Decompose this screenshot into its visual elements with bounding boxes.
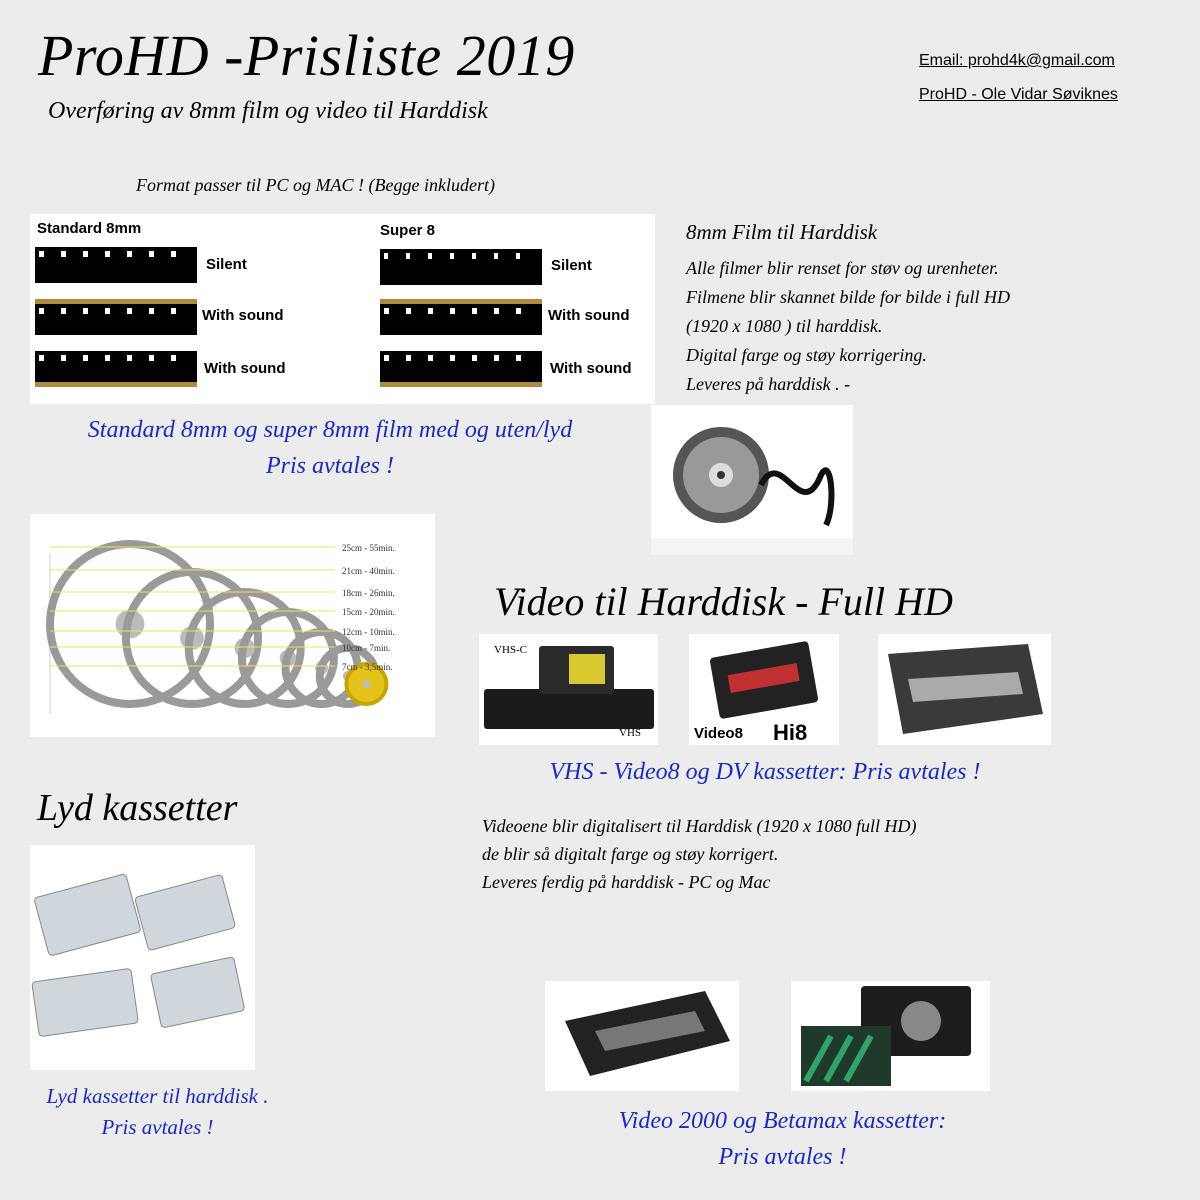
video8-cassette-photo <box>689 634 839 745</box>
vhs-cassette-photo <box>479 634 658 745</box>
video8-cassette-icon <box>689 634 839 745</box>
video2000-cassette-icon <box>545 981 739 1091</box>
row-label-silent: Silent <box>551 257 592 274</box>
film-format-panel <box>30 214 655 404</box>
reel-size-label: 15cm - 20min. <box>342 607 395 617</box>
film-strip-super-sound-1 <box>380 299 542 335</box>
video-section-description <box>482 812 916 896</box>
row-label-sound: With sound <box>548 307 630 324</box>
audio-cassette-photo <box>30 845 255 1070</box>
film-section-description <box>686 254 1010 399</box>
audio-price-note <box>30 1081 285 1143</box>
betamax-cassette-photo <box>791 981 990 1091</box>
reel-size-label: 18cm - 26min. <box>342 588 395 598</box>
film-section-heading: 8mm Film til Harddisk <box>686 220 878 244</box>
video-price-note: VHS - Video8 og DV kassetter: Pris avtales ! <box>549 759 981 785</box>
dv-cassette-icon <box>878 634 1051 745</box>
video2000-cassette-photo <box>545 981 739 1091</box>
email-link[interactable]: Email: prohd4k@gmail.com <box>919 52 1115 69</box>
reel-size-label: 25cm - 55min. <box>342 543 395 553</box>
film-price-note <box>30 412 630 484</box>
row-label-sound: With sound <box>550 360 632 377</box>
audio-price-line: Lyd kassetter til harddisk . <box>46 1084 269 1108</box>
video-line: Videoene blir digitalisert til Harddisk (1920 x 1080 full HD) <box>482 816 917 836</box>
row-label-sound: With sound <box>202 307 284 324</box>
video-section-heading: Video til Harddisk - Full HD <box>494 579 953 624</box>
row-label-silent: Silent <box>206 256 247 273</box>
video2000-price-note <box>540 1103 1025 1175</box>
film-line: Digital farge og støy korrigering. <box>686 345 927 365</box>
vhs-cassette-icon <box>479 634 658 745</box>
film-strip-standard-sound-2 <box>35 351 197 387</box>
vhs-c-label: VHS-C <box>494 644 528 656</box>
film-strip-standard-silent <box>35 247 197 283</box>
film-reel-icon <box>651 405 853 555</box>
film-strip-super-sound-2 <box>380 351 542 387</box>
betamax-cassette-icon <box>791 981 990 1091</box>
reel-size-chart <box>30 514 435 737</box>
film-reel-photo <box>651 405 853 555</box>
video8-label: Video8 <box>694 725 743 742</box>
page-subtitle: Overføring av 8mm film og video til Harddisk <box>48 98 488 124</box>
reel-hub <box>362 680 370 688</box>
film-strip-standard-sound-1 <box>35 299 197 335</box>
page-title: ProHD -Prisliste 2019 <box>38 23 575 88</box>
row-label-sound: With sound <box>204 360 286 377</box>
reel-size-diagram <box>30 514 435 737</box>
video2000-price-line: Video 2000 og Betamax kassetter: <box>618 1108 947 1134</box>
vhs-label: VHS <box>619 727 642 739</box>
audio-cassette-icon <box>30 845 255 1070</box>
film-line: Filmene blir skannet bilde for bilde i full HD <box>686 287 1010 307</box>
film-price-line: Standard 8mm og super 8mm film med og uten/lyd <box>87 417 573 443</box>
audio-section-heading: Lyd kassetter <box>37 787 238 829</box>
standard-8mm-label: Standard 8mm <box>37 220 142 237</box>
reel-size-label: 12cm - 10min. <box>342 627 395 637</box>
owner-link[interactable]: ProHD - Ole Vidar Søviknes <box>919 86 1118 103</box>
film-line: (1920 x 1080 ) til harddisk. <box>686 316 883 336</box>
hi8-label: Hi8 <box>773 720 808 745</box>
video-line: de blir så digitalt farge og støy korrigert. <box>482 844 779 864</box>
film-strip-super-silent <box>380 249 542 285</box>
reel-size-label: 7cm - 3,5min. <box>342 662 393 672</box>
video2000-price-line: Pris avtales ! <box>718 1144 847 1170</box>
format-note: Format passer til PC og MAC ! (Begge inkludert) <box>136 175 495 195</box>
film-line: Leveres på harddisk . - <box>686 374 851 394</box>
audio-price-line: Pris avtales ! <box>101 1115 214 1139</box>
reel-size-label: 21cm - 40min. <box>342 566 395 576</box>
film-line: Alle filmer blir renset for støv og urenheter. <box>686 258 999 278</box>
film-price-line: Pris avtales ! <box>266 453 394 479</box>
reel-size-label: 10cm - 7min. <box>342 643 391 653</box>
super-8-label: Super 8 <box>380 222 436 239</box>
dv-cassette-photo <box>878 634 1051 745</box>
video-line: Leveres ferdig på harddisk - PC og Mac <box>482 872 771 892</box>
